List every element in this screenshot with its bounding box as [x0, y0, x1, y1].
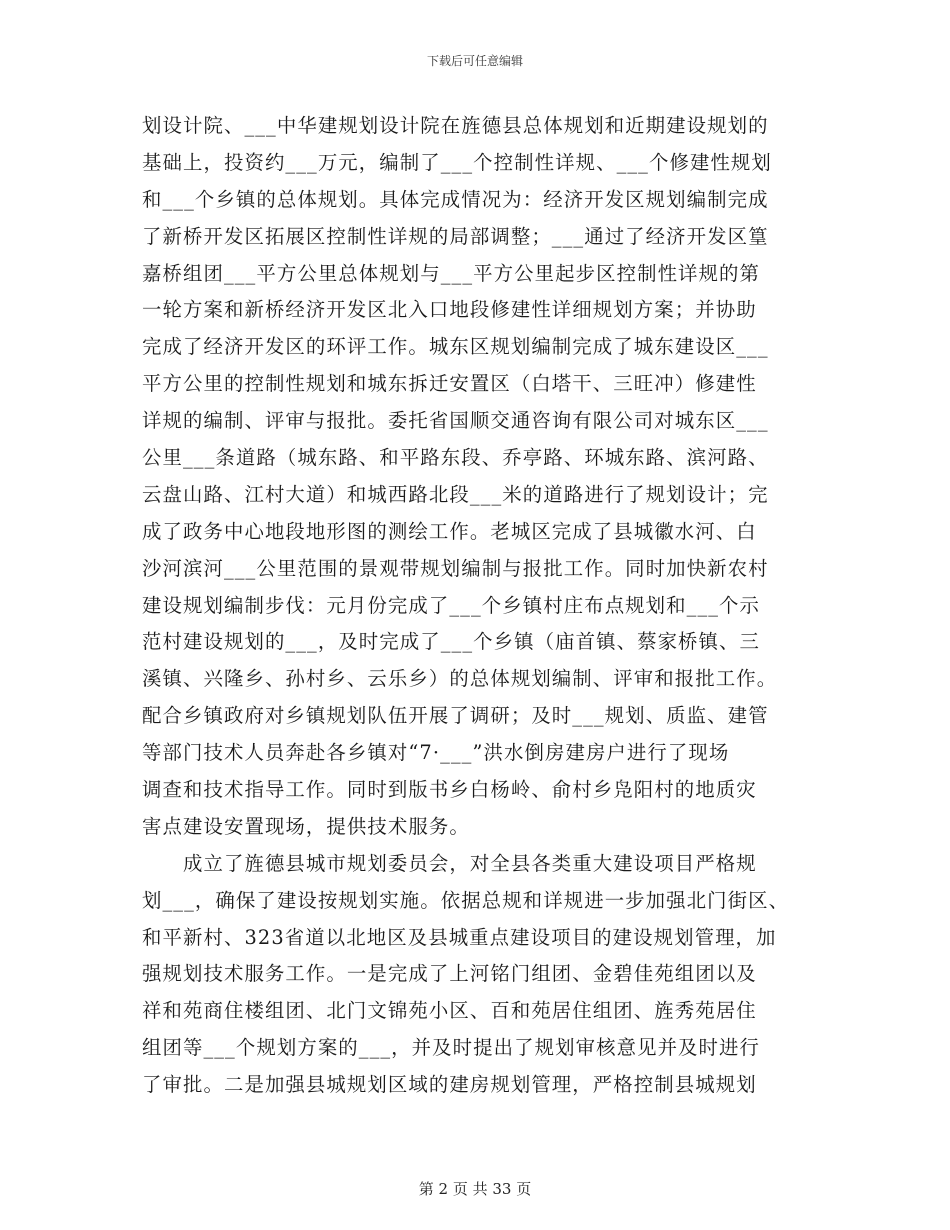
text-line: 成了政务中心地段地形图的测绘工作。老城区完成了县城徽水河、白: [142, 519, 757, 543]
text-line: 组团等___个规划方案的___，并及时提出了规划审核意见并及时进行: [142, 1036, 761, 1060]
text-line: 祥和苑商住楼组团、北门文锦苑小区、百和苑居住组团、旌秀苑居住: [142, 999, 757, 1023]
text-line: 了新桥开发区拓展区控制性详规的局部调整；___通过了经济开发区篁: [142, 224, 769, 248]
text-line: 完成了经济开发区的环评工作。城东区规划编制完成了城东建设区___: [142, 335, 769, 359]
text-line: 平方公里的控制性规划和城东拆迁安置区（白塔干、三旺冲）修建性: [142, 372, 757, 396]
text-line: 详规的编制、评审与报批。委托省国顺交通咨询有限公司对城东区___: [142, 409, 769, 433]
text-line: 了审批。二是加强县城规划区域的建房规划管理，严格控制县城规划: [142, 1073, 757, 1097]
text-line: 溪镇、兴隆乡、孙村乡、云乐乡）的总体规划编制、评审和报批工作。: [142, 667, 778, 691]
text-line: 一轮方案和新桥经济开发区北入口地段修建性详细规划方案；并协助: [142, 298, 757, 322]
text-line: 强规划技术服务工作。一是完成了上河铭门组团、金碧佳苑组团以及: [142, 962, 757, 986]
text-line: 和___个乡镇的总体规划。具体完成情况为：经济开发区规划编制完成: [142, 187, 769, 211]
text-line: 配合乡镇政府对乡镇规划队伍开展了调研；及时___规划、质监、建管: [142, 704, 769, 728]
text-line: 等部门技术人员奔赴各乡镇对“7·___”洪水倒房建房户进行了现场: [142, 741, 730, 765]
text-line: 划___，确保了建设按规划实施。依据总规和详规进一步加强北门街区、: [142, 888, 790, 912]
text-line: 成立了旌德县城市规划委员会，对全县各类重大建设项目严格规: [142, 851, 757, 875]
text-line: 害点建设安置现场，提供技术服务。: [142, 814, 470, 838]
text-line: 嘉桥组团___平方公里总体规划与___平方公里起步区控制性详规的第: [142, 261, 761, 285]
text-line: 和平新村、323省道以北地区及县城重点建设项目的建设规划管理，加: [142, 925, 777, 949]
text-line: 公里___条道路（城东路、和平路东段、乔亭路、环城东路、滨河路、: [142, 446, 769, 470]
document-body: [142, 108, 822, 1104]
page-header: 下载后可任意编辑: [426, 54, 523, 68]
text-line: 范村建设规划的___，及时完成了___个乡镇（庙首镇、蔡家桥镇、三: [142, 630, 761, 654]
text-line: 沙河滨河___公里范围的景观带规划编制与报批工作。同时加快新农村: [142, 556, 769, 580]
text-line: 建设规划编制步伐：元月份完成了___个乡镇村庄布点规划和___个示: [142, 593, 761, 617]
text-line: 基础上，投资约___万元，编制了___个控制性详规、___个修建性规划: [142, 150, 772, 174]
page-number-footer: 第 2 页 共 33 页: [418, 1180, 532, 1198]
text-line: 划设计院、___中华建规划设计院在旌德县总体规划和近期建设规划的: [142, 114, 769, 137]
text-line: 调查和技术指导工作。同时到版书乡白杨岭、俞村乡凫阳村的地质灾: [142, 778, 757, 802]
text-line: 云盘山路、江村大道）和城西路北段___米的道路进行了规划设计；完: [142, 482, 769, 506]
